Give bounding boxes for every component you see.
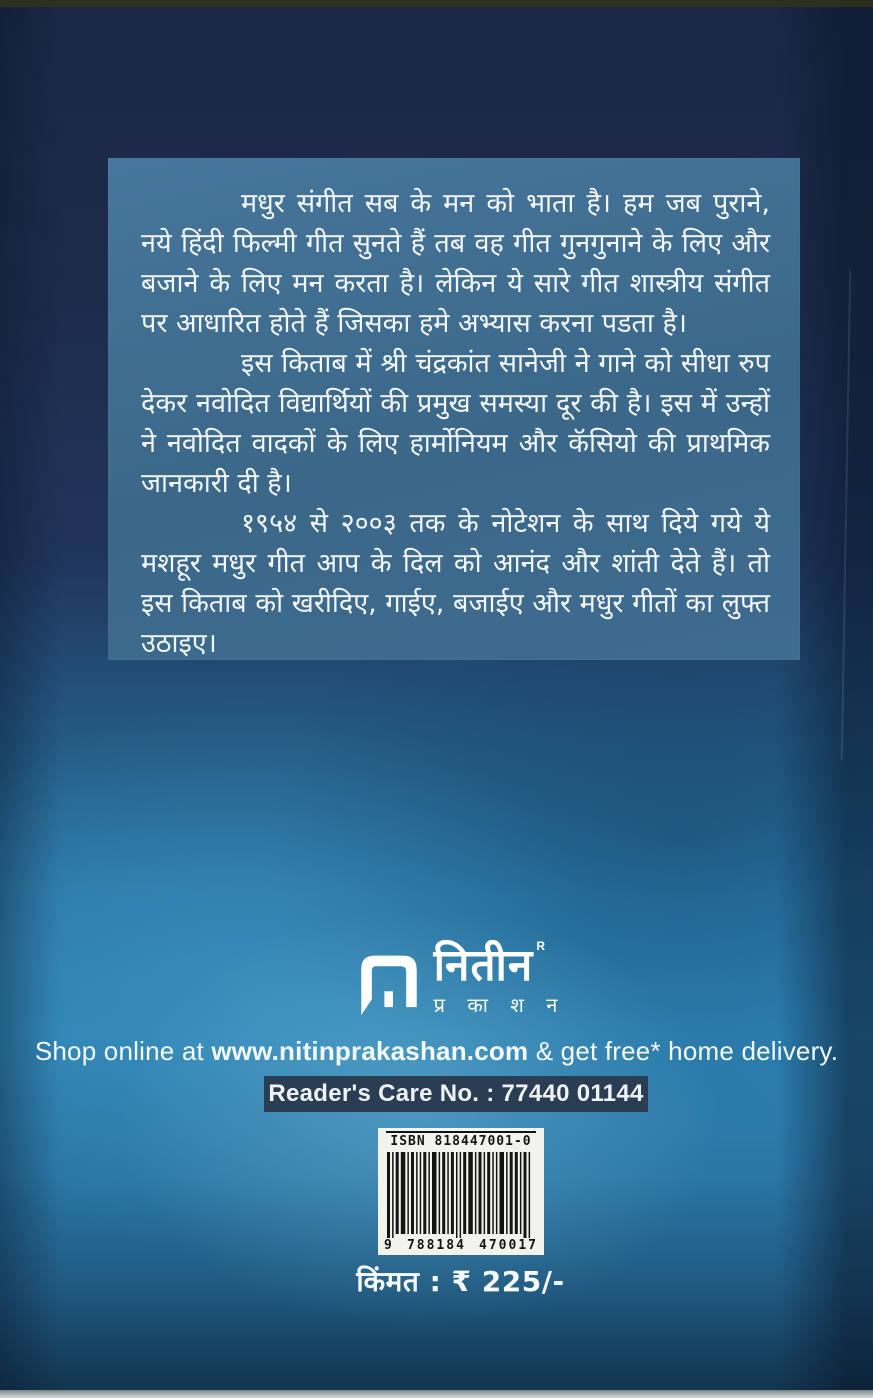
ean-group: 470017	[479, 1238, 538, 1253]
readers-care-text: Reader's Care No. : 77440 01144	[268, 1080, 644, 1107]
website-url: www.nitinprakashan.com	[211, 1036, 529, 1066]
blurb-paragraph: १९५४ से २००३ तक के नोटेशन के साथ दिये गये ये मशहूर मधुर गीत आप के दिल को आनंद और शांती देते हैं। तो इस किताब को खरीदिए, गाईए, बजाईए और मधुर गीतों का लुफ्त उठाइए।	[141, 508, 770, 659]
nitin-logo-icon	[356, 950, 422, 1022]
ean-number	[378, 1238, 544, 1253]
scan-scratch-mark	[841, 270, 852, 760]
registered-trademark-symbol: R	[536, 939, 546, 953]
publisher-subtitle: प्र का श न	[433, 993, 566, 1017]
scan-edge-bottom	[0, 1390, 873, 1398]
ean-group: 788184	[406, 1238, 466, 1253]
blurb-panel	[108, 158, 800, 660]
blurb-paragraph: मधुर संगीत सब के मन को भाता है। हम जब पुराने, नये हिंदी फिल्मी गीत सुनते हैं तब वह गीत गुनगुनाने के लिए और बजाने के लिए मन करता है। लेकिन ये सारे गीत शास्त्रीय संगीत पर आधारित होते हैं जिसका हमे अभ्यास करना पडता है।	[141, 188, 770, 339]
shop-line-suffix: & get free* home delivery.	[528, 1036, 839, 1066]
publisher-wordmark	[433, 939, 566, 1018]
shop-online-line	[0, 1036, 873, 1067]
scan-edge-top	[0, 0, 873, 7]
publisher-logo	[24, 939, 873, 1022]
ean-group: 9	[384, 1238, 394, 1253]
publisher-name: नितीन	[433, 940, 534, 991]
shop-line-prefix: Shop online at	[34, 1036, 212, 1066]
price-line: किंमत : ₹ 225/-	[356, 1265, 565, 1298]
isbn-number: ISBN 818447001-0	[386, 1131, 536, 1149]
blurb-paragraph: इस किताब में श्री चंद्रकांत सानेजी ने गाने को सीधा रुप देकर नवोदित विद्यार्थियों की प्रमुख समस्या दूर की है। इस में उन्हों ने नवोदित वादकों के लिए हार्मोनियम और कॅसियो की प्राथमिक जानकारी दी है।	[141, 348, 770, 499]
barcode-bars-icon	[385, 1152, 537, 1252]
isbn-barcode	[378, 1128, 544, 1255]
readers-care-band	[264, 1076, 648, 1112]
